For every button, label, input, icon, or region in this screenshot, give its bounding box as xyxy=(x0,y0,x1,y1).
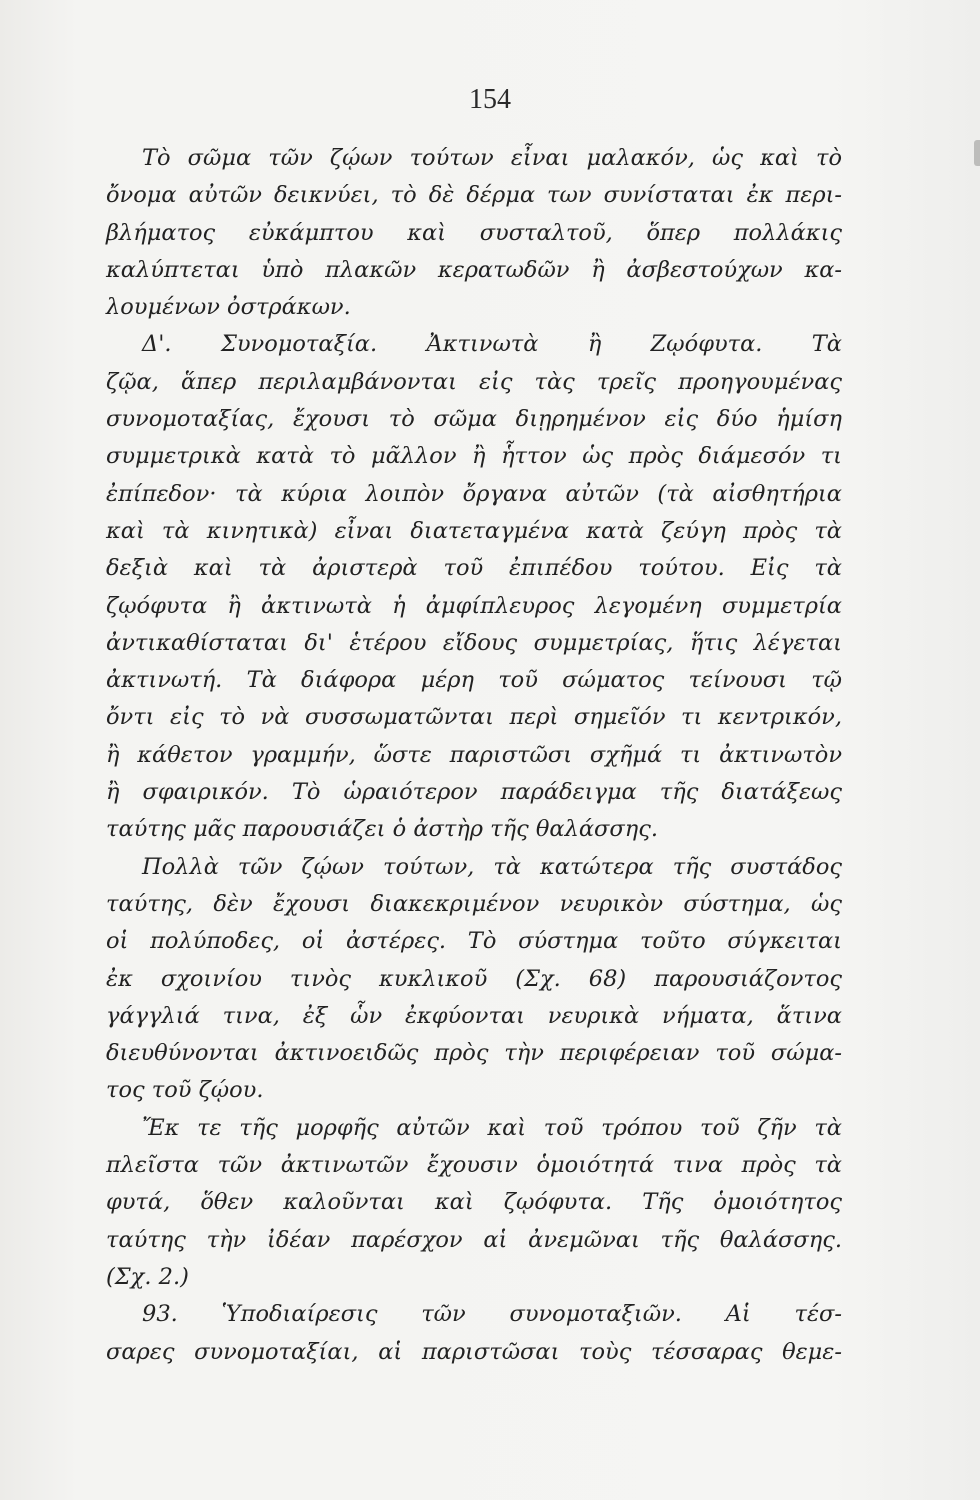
text-line: οἱ πολύποδες, οἱ ἀστέρες. Τὸ σύστημα τοῦτο σύγκειται xyxy=(106,928,842,955)
text-line: ἢ κάθετον γραμμήν, ὥστε παριστῶσι σχῆμά τι ἀκτινωτὸν xyxy=(106,741,842,768)
text-line: ἐκ σχοινίου τινὸς κυκλικοῦ (Σχ. 68) παρουσιάζοντος xyxy=(106,965,842,992)
text-line: τος τοῦ ζῴου. xyxy=(106,1077,264,1104)
text-line: 93. Ὑποδιαίρεσις τῶν συνομοταξιῶν. Αἱ τέσ- xyxy=(142,1301,842,1328)
text-line: φυτά, ὅθεν καλοῦνται καὶ ζῳόφυτα. Τῆς ὁμοιότητος xyxy=(106,1189,842,1216)
text-line: δεξιὰ καὶ τὰ ἀριστερὰ τοῦ ἐπιπέδου τούτου. Εἰς τὰ xyxy=(106,555,842,582)
text-line: καλύπτεται ὑπὸ πλακῶν κερατωδῶν ἢ ἀσβεστούχων κα- xyxy=(106,256,842,283)
text-line: πλεῖστα τῶν ἀκτινωτῶν ἔχουσιν ὁμοιότητά τινα πρὸς τὰ xyxy=(106,1152,842,1179)
body-text xyxy=(106,140,842,1371)
text-line: ὄνομα αὐτῶν δεικνύει, τὸ δὲ δέρμα των συνίσταται ἐκ περι- xyxy=(106,182,842,209)
text-line: Ἔκ τε τῆς μορφῆς αὐτῶν καὶ τοῦ τρόπου τοῦ ζῆν τὰ xyxy=(142,1114,842,1141)
text-line: λουμένων ὀστράκων. xyxy=(106,294,351,321)
text-line: συμμετρικὰ κατὰ τὸ μᾶλλον ἢ ἧττον ὡς πρὸς διάμεσόν τι xyxy=(106,443,842,470)
text-line: ἀκτινωτή. Τὰ διάφορα μέρη τοῦ σώματος τείνουσι τῷ xyxy=(106,667,842,694)
text-line: καὶ τὰ κινητικὰ) εἶναι διατεταγμένα κατὰ ζεύγη πρὸς τὰ xyxy=(106,517,842,544)
text-line: ἀντικαθίσταται δι' ἑτέρου εἴδους συμμετρίας, ἥτις λέγεται xyxy=(106,629,842,656)
text-line: ζῷα, ἅπερ περιλαμβάνονται εἰς τὰς τρεῖς προηγουμένας xyxy=(106,368,842,395)
text-line: βλήματος εὐκάμπτου καὶ συσταλτοῦ, ὅπερ πολλάκις xyxy=(106,219,842,246)
page-number: 154 xyxy=(469,84,511,115)
text-line: (Σχ. 2.) xyxy=(106,1263,189,1290)
text-line: γάγγλιά τινα, ἐξ ὧν ἐκφύονται νευρικὰ νήματα, ἅτινα xyxy=(106,1002,842,1029)
page-edge-mark xyxy=(974,140,980,166)
text-line: συνομοταξίας, ἔχουσι τὸ σῶμα διῃρημένον εἰς δύο ἡμίση xyxy=(106,406,842,433)
text-line: ὄντι εἰς τὸ νὰ συσσωματῶνται περὶ σημεῖόν τι κεντρικόν, xyxy=(106,704,842,731)
text-line: ταύτης, δὲν ἔχουσι διακεκριμένον νευρικὸν σύστημα, ὡς xyxy=(106,890,842,917)
text-line: ζῳόφυτα ἢ ἀκτινωτὰ ἡ ἀμφίπλευρος λεγομένη συμμετρία xyxy=(106,592,842,619)
text-line: ταύτης μᾶς παρουσιάζει ὁ ἀστὴρ τῆς θαλάσσης. xyxy=(106,816,659,843)
text-line: Πολλὰ τῶν ζῴων τούτων, τὰ κατώτερα τῆς συστάδος xyxy=(142,853,842,880)
text-line: Τὸ σῶμα τῶν ζῴων τούτων εἶναι μαλακόν, ὡς καὶ τὸ xyxy=(142,145,842,171)
text-line: ἐπίπεδον· τὰ κύρια λοιπὸν ὄργανα αὐτῶν (τὰ αἰσθητήρια xyxy=(106,480,842,507)
text-line: Δ'. Συνομοταξία. Ἀκτινωτὰ ἢ Ζῳόφυτα. Τὰ xyxy=(142,331,842,358)
text-line: ταύτης τὴν ἰδέαν παρέσχον αἱ ἀνεμῶναι τῆς θαλάσσης. xyxy=(106,1226,842,1253)
text-line: σαρες συνομοταξίαι, αἱ παριστῶσαι τοὺς τέσσαρας θεμε- xyxy=(106,1338,842,1365)
text-line: διευθύνονται ἀκτινοειδῶς πρὸς τὴν περιφέρειαν τοῦ σώμα- xyxy=(106,1040,842,1067)
text-line: ἢ σφαιρικόν. Τὸ ὡραιότερον παράδειγμα τῆς διατάξεως xyxy=(106,779,842,806)
